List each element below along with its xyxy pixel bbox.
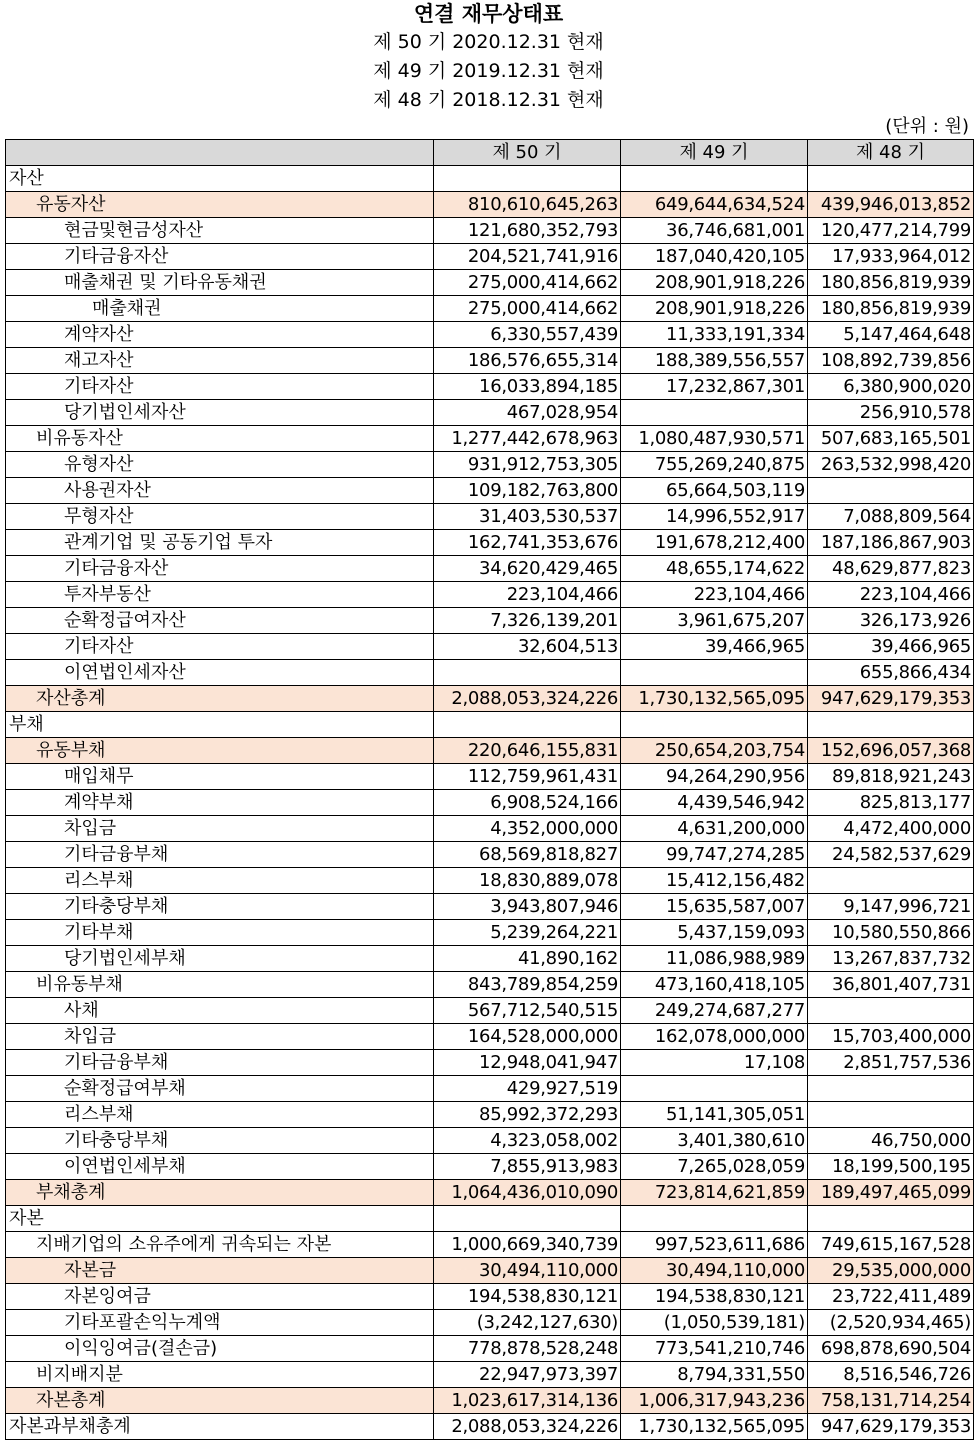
- value-cell-period-48: 326,173,926: [808, 608, 974, 634]
- value-cell-period-48: 10,580,550,866: [808, 920, 974, 946]
- value-cell-period-49: 187,040,420,105: [621, 244, 808, 270]
- table-row: [6, 1180, 974, 1206]
- value-cell-period-49: 1,730,132,565,095: [621, 1414, 808, 1440]
- account-label: 현금및현금성자산: [6, 218, 434, 244]
- header-row: [6, 140, 974, 166]
- account-label: 기타포괄손익누계액: [6, 1310, 434, 1336]
- value-cell-period-49: 15,412,156,482: [621, 868, 808, 894]
- header-period-48: 제 48 기: [808, 140, 974, 166]
- value-cell-period-50: 30,494,110,000: [434, 1258, 621, 1284]
- value-cell-period-50: 34,620,429,465: [434, 556, 621, 582]
- table-row: [6, 686, 974, 712]
- table-row: [6, 1414, 974, 1440]
- value-cell-period-50: 429,927,519: [434, 1076, 621, 1102]
- account-label: 이연법인세자산: [6, 660, 434, 686]
- value-cell-period-49: [621, 400, 808, 426]
- account-label: 차입금: [6, 816, 434, 842]
- table-row: [6, 530, 974, 556]
- value-cell-period-48: 36,801,407,731: [808, 972, 974, 998]
- value-cell-period-50: 2,088,053,324,226: [434, 1414, 621, 1440]
- table-row: [6, 998, 974, 1024]
- account-label: 무형자산: [6, 504, 434, 530]
- value-cell-period-49: 723,814,621,859: [621, 1180, 808, 1206]
- value-cell-period-49: [621, 166, 808, 192]
- account-label: 매출채권: [6, 296, 434, 322]
- value-cell-period-48: (2,520,934,465): [808, 1310, 974, 1336]
- table-row: [6, 400, 974, 426]
- table-row: [6, 1362, 974, 1388]
- table-row: [6, 556, 974, 582]
- table-row: [6, 1232, 974, 1258]
- account-label: 유동부채: [6, 738, 434, 764]
- value-cell-period-48: 24,582,537,629: [808, 842, 974, 868]
- account-label: 당기법인세자산: [6, 400, 434, 426]
- value-cell-period-50: [434, 1206, 621, 1232]
- account-label: 유동자산: [6, 192, 434, 218]
- value-cell-period-49: 1,730,132,565,095: [621, 686, 808, 712]
- value-cell-period-49: (1,050,539,181): [621, 1310, 808, 1336]
- value-cell-period-48: 48,629,877,823: [808, 556, 974, 582]
- value-cell-period-48: 17,933,964,012: [808, 244, 974, 270]
- table-row: [6, 1154, 974, 1180]
- table-row: [6, 1206, 974, 1232]
- account-label: 기타금융부채: [6, 842, 434, 868]
- value-cell-period-50: 275,000,414,662: [434, 270, 621, 296]
- table-row: [6, 920, 974, 946]
- account-label: 순확정급여부채: [6, 1076, 434, 1102]
- table-row: [6, 1284, 974, 1310]
- table-row: [6, 894, 974, 920]
- value-cell-period-50: 194,538,830,121: [434, 1284, 621, 1310]
- value-cell-period-50: 164,528,000,000: [434, 1024, 621, 1050]
- value-cell-period-48: 120,477,214,799: [808, 218, 974, 244]
- statement-header: [0, 0, 977, 115]
- table-row: [6, 1128, 974, 1154]
- value-cell-period-48: 29,535,000,000: [808, 1258, 974, 1284]
- period-line-49: 제 49 기 2019.12.31 현재: [373, 60, 604, 82]
- value-cell-period-49: 773,541,210,746: [621, 1336, 808, 1362]
- account-label: 기타금융자산: [6, 556, 434, 582]
- table-row: [6, 348, 974, 374]
- value-cell-period-49: 30,494,110,000: [621, 1258, 808, 1284]
- table-row: [6, 374, 974, 400]
- value-cell-period-49: 3,961,675,207: [621, 608, 808, 634]
- table-row: [6, 1258, 974, 1284]
- table-row: [6, 322, 974, 348]
- account-label: 매입채무: [6, 764, 434, 790]
- value-cell-period-50: 931,912,753,305: [434, 452, 621, 478]
- table-row: [6, 868, 974, 894]
- table-row: [6, 504, 974, 530]
- value-cell-period-49: 1,006,317,943,236: [621, 1388, 808, 1414]
- account-label: 차입금: [6, 1024, 434, 1050]
- value-cell-period-50: 41,890,162: [434, 946, 621, 972]
- value-cell-period-48: [808, 166, 974, 192]
- value-cell-period-50: [434, 712, 621, 738]
- value-cell-period-50: 3,943,807,946: [434, 894, 621, 920]
- value-cell-period-48: 180,856,819,939: [808, 296, 974, 322]
- account-label: 사채: [6, 998, 434, 1024]
- table-row: [6, 192, 974, 218]
- table-row: [6, 790, 974, 816]
- value-cell-period-50: 18,830,889,078: [434, 868, 621, 894]
- table-row: [6, 972, 974, 998]
- value-cell-period-50: 6,330,557,439: [434, 322, 621, 348]
- value-cell-period-49: 48,655,174,622: [621, 556, 808, 582]
- value-cell-period-49: 17,108: [621, 1050, 808, 1076]
- value-cell-period-48: [808, 478, 974, 504]
- value-cell-period-48: 256,910,578: [808, 400, 974, 426]
- account-label: 비유동부채: [6, 972, 434, 998]
- value-cell-period-49: 11,333,191,334: [621, 322, 808, 348]
- account-label: 계약자산: [6, 322, 434, 348]
- table-row: [6, 1076, 974, 1102]
- value-cell-period-49: 188,389,556,557: [621, 348, 808, 374]
- table-body: [6, 166, 974, 1440]
- table-row: [6, 1336, 974, 1362]
- table-row: [6, 426, 974, 452]
- account-label: 자산: [6, 166, 434, 192]
- value-cell-period-50: 843,789,854,259: [434, 972, 621, 998]
- account-label: 기타자산: [6, 374, 434, 400]
- value-cell-period-48: 46,750,000: [808, 1128, 974, 1154]
- value-cell-period-48: 698,878,690,504: [808, 1336, 974, 1362]
- table-row: [6, 218, 974, 244]
- value-cell-period-48: 655,866,434: [808, 660, 974, 686]
- value-cell-period-49: 94,264,290,956: [621, 764, 808, 790]
- value-cell-period-48: [808, 868, 974, 894]
- account-label: 기타금융자산: [6, 244, 434, 270]
- account-label: 자본: [6, 1206, 434, 1232]
- value-cell-period-49: 51,141,305,051: [621, 1102, 808, 1128]
- value-cell-period-48: 39,466,965: [808, 634, 974, 660]
- account-label: 부채: [6, 712, 434, 738]
- value-cell-period-50: 109,182,763,800: [434, 478, 621, 504]
- value-cell-period-49: 1,080,487,930,571: [621, 426, 808, 452]
- table-row: [6, 1310, 974, 1336]
- account-label: 부채총계: [6, 1180, 434, 1206]
- table-row: [6, 296, 974, 322]
- value-cell-period-49: 473,160,418,105: [621, 972, 808, 998]
- value-cell-period-48: 4,472,400,000: [808, 816, 974, 842]
- table-row: [6, 452, 974, 478]
- table-row: [6, 1050, 974, 1076]
- account-label: 자본금: [6, 1258, 434, 1284]
- value-cell-period-48: 947,629,179,353: [808, 1414, 974, 1440]
- value-cell-period-50: 567,712,540,515: [434, 998, 621, 1024]
- value-cell-period-48: 758,131,714,254: [808, 1388, 974, 1414]
- value-cell-period-48: 180,856,819,939: [808, 270, 974, 296]
- value-cell-period-49: 208,901,918,226: [621, 296, 808, 322]
- value-cell-period-50: 778,878,528,248: [434, 1336, 621, 1362]
- header-period-50: 제 50 기: [434, 140, 621, 166]
- value-cell-period-50: 31,403,530,537: [434, 504, 621, 530]
- value-cell-period-49: 194,538,830,121: [621, 1284, 808, 1310]
- account-label: 자본잉여금: [6, 1284, 434, 1310]
- account-label: 비지배지분: [6, 1362, 434, 1388]
- value-cell-period-50: 85,992,372,293: [434, 1102, 621, 1128]
- value-cell-period-48: 15,703,400,000: [808, 1024, 974, 1050]
- value-cell-period-50: 4,352,000,000: [434, 816, 621, 842]
- table-row: [6, 478, 974, 504]
- value-cell-period-48: 5,147,464,648: [808, 322, 974, 348]
- table-row: [6, 712, 974, 738]
- value-cell-period-49: 65,664,503,119: [621, 478, 808, 504]
- table-row: [6, 244, 974, 270]
- unit-label: (단위 : 원): [885, 116, 969, 137]
- value-cell-period-48: [808, 712, 974, 738]
- value-cell-period-50: 68,569,818,827: [434, 842, 621, 868]
- value-cell-period-48: 9,147,996,721: [808, 894, 974, 920]
- value-cell-period-49: 649,644,634,524: [621, 192, 808, 218]
- account-label: 기타부채: [6, 920, 434, 946]
- value-cell-period-50: [434, 660, 621, 686]
- value-cell-period-50: 5,239,264,221: [434, 920, 621, 946]
- account-label: 투자부동산: [6, 582, 434, 608]
- value-cell-period-50: 810,610,645,263: [434, 192, 621, 218]
- account-label: 매출채권 및 기타유동채권: [6, 270, 434, 296]
- value-cell-period-49: 249,274,687,277: [621, 998, 808, 1024]
- value-cell-period-48: 2,851,757,536: [808, 1050, 974, 1076]
- value-cell-period-49: 5,437,159,093: [621, 920, 808, 946]
- value-cell-period-50: 204,521,741,916: [434, 244, 621, 270]
- table-row: [6, 660, 974, 686]
- value-cell-period-48: 947,629,179,353: [808, 686, 974, 712]
- account-label: 기타금융부채: [6, 1050, 434, 1076]
- value-cell-period-49: 17,232,867,301: [621, 374, 808, 400]
- value-cell-period-50: 32,604,513: [434, 634, 621, 660]
- table-row: [6, 634, 974, 660]
- value-cell-period-48: 507,683,165,501: [808, 426, 974, 452]
- value-cell-period-48: 152,696,057,368: [808, 738, 974, 764]
- value-cell-period-50: 220,646,155,831: [434, 738, 621, 764]
- balance-sheet-table: [5, 139, 974, 1440]
- value-cell-period-49: 15,635,587,007: [621, 894, 808, 920]
- value-cell-period-50: 22,947,973,397: [434, 1362, 621, 1388]
- value-cell-period-48: 23,722,411,489: [808, 1284, 974, 1310]
- value-cell-period-49: 191,678,212,400: [621, 530, 808, 556]
- table-row: [6, 1388, 974, 1414]
- value-cell-period-50: 7,326,139,201: [434, 608, 621, 634]
- value-cell-period-48: 825,813,177: [808, 790, 974, 816]
- value-cell-period-48: 8,516,546,726: [808, 1362, 974, 1388]
- value-cell-period-50: 112,759,961,431: [434, 764, 621, 790]
- value-cell-period-48: [808, 998, 974, 1024]
- value-cell-period-49: 4,439,546,942: [621, 790, 808, 816]
- table-row: [6, 608, 974, 634]
- value-cell-period-48: 108,892,739,856: [808, 348, 974, 374]
- value-cell-period-49: 8,794,331,550: [621, 1362, 808, 1388]
- account-label: 유형자산: [6, 452, 434, 478]
- value-cell-period-48: 439,946,013,852: [808, 192, 974, 218]
- value-cell-period-50: 6,908,524,166: [434, 790, 621, 816]
- account-label: 비유동자산: [6, 426, 434, 452]
- table-row: [6, 1102, 974, 1128]
- table-row: [6, 842, 974, 868]
- table-row: [6, 946, 974, 972]
- value-cell-period-50: 16,033,894,185: [434, 374, 621, 400]
- value-cell-period-50: 4,323,058,002: [434, 1128, 621, 1154]
- account-label: 리스부채: [6, 1102, 434, 1128]
- value-cell-period-50: (3,242,127,630): [434, 1310, 621, 1336]
- value-cell-period-49: 3,401,380,610: [621, 1128, 808, 1154]
- value-cell-period-48: 263,532,998,420: [808, 452, 974, 478]
- value-cell-period-49: 39,466,965: [621, 634, 808, 660]
- value-cell-period-48: [808, 1102, 974, 1128]
- table-row: [6, 270, 974, 296]
- account-label: 기타자산: [6, 634, 434, 660]
- account-label: 자본총계: [6, 1388, 434, 1414]
- value-cell-period-48: 7,088,809,564: [808, 504, 974, 530]
- account-label: 계약부채: [6, 790, 434, 816]
- account-label: 자산총계: [6, 686, 434, 712]
- header-period-49: 제 49 기: [621, 140, 808, 166]
- value-cell-period-48: [808, 1076, 974, 1102]
- value-cell-period-49: 250,654,203,754: [621, 738, 808, 764]
- value-cell-period-50: 223,104,466: [434, 582, 621, 608]
- value-cell-period-49: [621, 1206, 808, 1232]
- value-cell-period-49: 14,996,552,917: [621, 504, 808, 530]
- value-cell-period-48: 749,615,167,528: [808, 1232, 974, 1258]
- account-label: 당기법인세부채: [6, 946, 434, 972]
- value-cell-period-50: 186,576,655,314: [434, 348, 621, 374]
- table-row: [6, 1024, 974, 1050]
- value-cell-period-48: 18,199,500,195: [808, 1154, 974, 1180]
- table-row: [6, 582, 974, 608]
- value-cell-period-50: 162,741,353,676: [434, 530, 621, 556]
- value-cell-period-49: 11,086,988,989: [621, 946, 808, 972]
- account-label: 지배기업의 소유주에게 귀속되는 자본: [6, 1232, 434, 1258]
- value-cell-period-50: 1,000,669,340,739: [434, 1232, 621, 1258]
- value-cell-period-48: 6,380,900,020: [808, 374, 974, 400]
- value-cell-period-49: 997,523,611,686: [621, 1232, 808, 1258]
- table-row: [6, 166, 974, 192]
- account-label: 기타충당부채: [6, 894, 434, 920]
- value-cell-period-49: [621, 660, 808, 686]
- value-cell-period-49: 755,269,240,875: [621, 452, 808, 478]
- value-cell-period-48: 223,104,466: [808, 582, 974, 608]
- value-cell-period-50: 275,000,414,662: [434, 296, 621, 322]
- value-cell-period-48: 187,186,867,903: [808, 530, 974, 556]
- period-line-48: 제 48 기 2018.12.31 현재: [373, 89, 604, 111]
- statement-title: 연결 재무상태표: [413, 2, 564, 26]
- value-cell-period-50: [434, 166, 621, 192]
- value-cell-period-49: 162,078,000,000: [621, 1024, 808, 1050]
- table-row: [6, 816, 974, 842]
- account-label: 순확정급여자산: [6, 608, 434, 634]
- value-cell-period-48: [808, 1206, 974, 1232]
- account-label: 관계기업 및 공동기업 투자: [6, 530, 434, 556]
- value-cell-period-50: 12,948,041,947: [434, 1050, 621, 1076]
- account-label: 이익잉여금(결손금): [6, 1336, 434, 1362]
- value-cell-period-49: [621, 712, 808, 738]
- value-cell-period-50: 1,277,442,678,963: [434, 426, 621, 452]
- period-line-50: 제 50 기 2020.12.31 현재: [373, 31, 604, 53]
- value-cell-period-50: 7,855,913,983: [434, 1154, 621, 1180]
- value-cell-period-50: 2,088,053,324,226: [434, 686, 621, 712]
- value-cell-period-50: 467,028,954: [434, 400, 621, 426]
- account-label: 재고자산: [6, 348, 434, 374]
- table-row: [6, 764, 974, 790]
- value-cell-period-49: 223,104,466: [621, 582, 808, 608]
- header-account: [6, 140, 434, 166]
- value-cell-period-48: 189,497,465,099: [808, 1180, 974, 1206]
- value-cell-period-49: [621, 1076, 808, 1102]
- value-cell-period-49: 36,746,681,001: [621, 218, 808, 244]
- value-cell-period-49: 7,265,028,059: [621, 1154, 808, 1180]
- value-cell-period-50: 1,064,436,010,090: [434, 1180, 621, 1206]
- value-cell-period-49: 99,747,274,285: [621, 842, 808, 868]
- account-label: 기타충당부채: [6, 1128, 434, 1154]
- value-cell-period-49: 4,631,200,000: [621, 816, 808, 842]
- value-cell-period-49: 208,901,918,226: [621, 270, 808, 296]
- account-label: 이연법인세부채: [6, 1154, 434, 1180]
- value-cell-period-48: 13,267,837,732: [808, 946, 974, 972]
- value-cell-period-50: 121,680,352,793: [434, 218, 621, 244]
- account-label: 리스부채: [6, 868, 434, 894]
- account-label: 자본과부채총계: [6, 1414, 434, 1440]
- value-cell-period-48: 89,818,921,243: [808, 764, 974, 790]
- table-row: [6, 738, 974, 764]
- account-label: 사용권자산: [6, 478, 434, 504]
- value-cell-period-50: 1,023,617,314,136: [434, 1388, 621, 1414]
